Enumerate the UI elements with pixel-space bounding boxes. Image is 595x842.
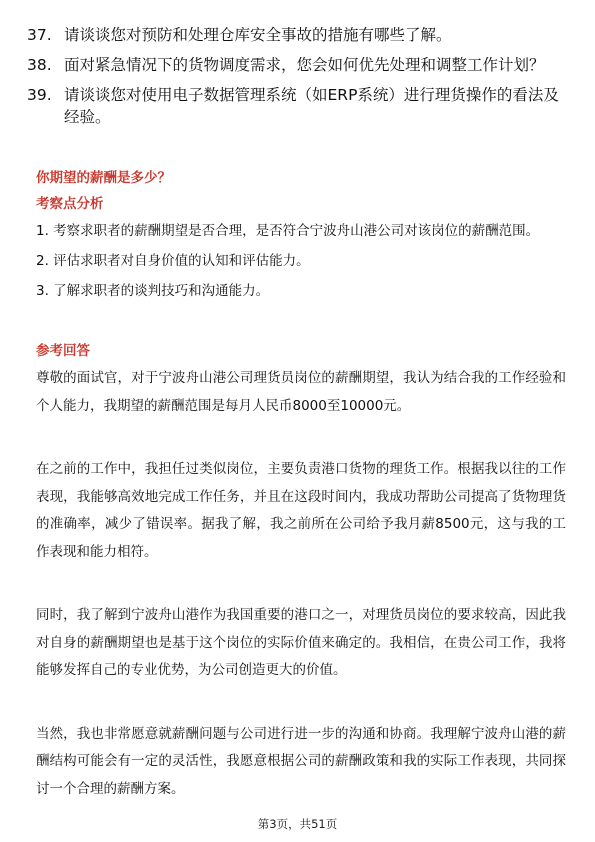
answer-paragraph: 同时，我了解到宁波舟山港作为我国重要的港口之一，对理货员岗位的要求较高，因此我对自身的薪酬期望也是基于这个岗位的实际价值来确定的。我相信，在贵公司工作，我将能够发挥自己的专业优势，为公司创造更大的价值。 [36,607,566,678]
analysis-list [36,219,566,309]
answer-paragraph: 在之前的工作中，我担任过类似岗位，主要负责港口货物的理货工作。根据我以往的工作表现，我能够高效地完成工作任务，并且在这段时间内，我成功帮助公司提高了货物理货的准确率，减少了错误率。据我了解，我之前所在公司给予我月薪8500元，这与我的工作表现和能力相符。 [36,461,566,560]
question-number: 38. [27,56,52,74]
question-item [27,84,572,128]
question-item [27,54,572,76]
reference-answer [36,365,566,839]
analysis-point: 2. 评估求职者对自身价值的认知和评估能力。 [36,253,310,269]
question-text: 请谈谈您对预防和处理仓库安全事故的措施有哪些了解。 [64,26,452,44]
analysis-point: 3. 了解求职者的谈判技巧和沟通能力。 [36,283,270,299]
question-text: 请谈谈您对使用电子数据管理系统（如ERP系统）进行理货操作的看法及经验。 [64,86,559,126]
question-number: 39. [27,86,52,104]
question-list [27,24,572,136]
question-text: 面对紧急情况下的货物调度需求，您会如何优先处理和调整工作计划？ [64,56,545,74]
answer-paragraph: 尊敬的面试官，对于宁波舟山港公司理货员岗位的薪酬期望，我认为结合我的工作经验和个人能力，我期望的薪酬范围是每月人民币8000至10000元。 [36,370,566,414]
page-footer: 第3页，共51页 [257,817,338,831]
analysis-heading: 考察点分析 [36,196,104,212]
salary-question-heading: 你期望的薪酬是多少？ [36,170,171,186]
question-item [27,24,572,46]
answer-paragraph: 当然，我也非常愿意就薪酬问题与公司进行进一步的沟通和协商。我理解宁波舟山港的薪酬结构可能会有一定的灵活性，我愿意根据公司的薪酬政策和我的实际工作表现，共同探讨一个合理的薪酬方案。 [36,725,566,797]
reference-heading: 参考回答 [36,343,90,359]
question-number: 37. [27,26,52,44]
analysis-point: 1. 考察求职者的薪酬期望是否合理，是否符合宁波舟山港公司对该岗位的薪酬范围。 [36,223,540,239]
